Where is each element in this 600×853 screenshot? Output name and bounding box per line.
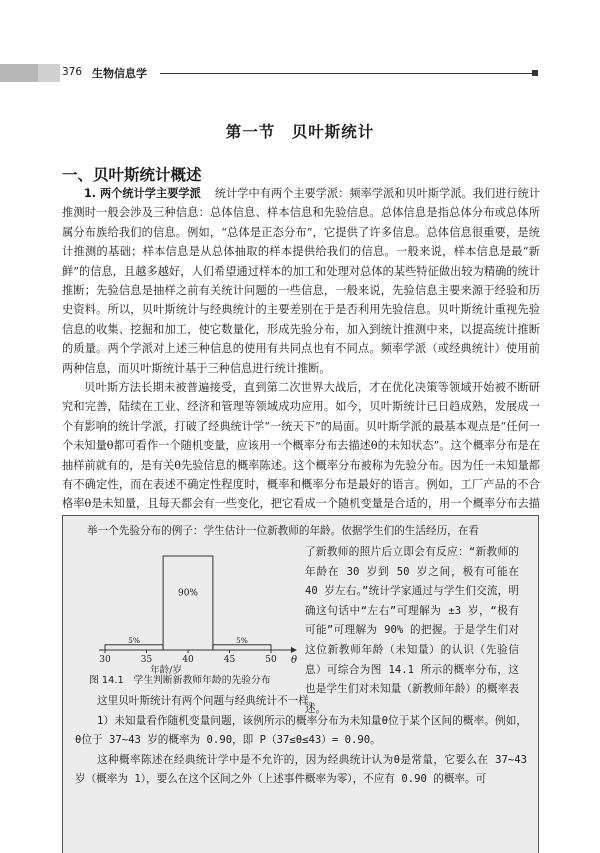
bar-label-1: 5%: [128, 635, 141, 645]
histogram-bar-2: [163, 556, 213, 650]
histogram-bar-3: [213, 645, 271, 650]
box-side-text: 了新教师的照片后立即会有反应：“新教师的年龄在 30 岁到 50 岁之间，极有可能在 40 岁左右。”统计学家通过与学生们交流，明确这句话中“左右”可理解为 ±3 岁，“极有可能”可理解为 90% 的把握。于是学生们对这位新教师年龄（未知量）的认识（先验信息）可综合为图 14.1 所示的概率分布，这也是学生们对未知量（新教师年龄）的概率表述。: [305, 546, 519, 715]
header-rule: [160, 73, 532, 74]
x-tick-label-5: 50: [265, 655, 277, 665]
bar-label-3: 5%: [235, 635, 248, 645]
header-square-mark: [532, 70, 538, 76]
box-bottom-text: [75, 692, 527, 790]
header-gray-bar-light: [38, 64, 60, 82]
box-bottom-line-2: 1）未知量看作随机变量问题，该例所示的概率分布为未知量θ位于某个区间的概率。例如，θ位于 37~43 岁的概率为 0.90，即 P（37≤θ≤43）= 0.90。: [75, 714, 527, 747]
book-title: 生物信息学: [92, 67, 147, 80]
histogram-bar-1: [105, 645, 163, 650]
box-intro-text: 举一个先验分布的例子：学生估计一位新教师的年龄。依据学生们的生活经历，在看: [87, 525, 479, 537]
prior-distribution-chart: [91, 546, 301, 676]
heading: 一、贝叶斯统计概述: [62, 166, 202, 184]
x-tick-label-4: 45: [223, 655, 236, 665]
x-tick-label-1: 30: [99, 655, 111, 665]
box-bottom-line-1: 这里贝叶斯统计有两个问题与经典统计不一样。: [97, 695, 320, 707]
bar-label-2: 90%: [177, 588, 199, 599]
page-number: 376: [62, 66, 83, 78]
paragraph-1: [62, 184, 540, 378]
example-box: [62, 515, 539, 853]
paragraph-2-text: 贝叶斯方法长期未被普遍接受，直到第二次世界大战后，才在优化决策等领域开始被不断研究和完善，陆续在工业、经济和管理等领域成功应用。如今，贝叶斯统计已日趋成熟，发展成一个有影响的统计学派，打破了经典统计学“一统天下”的局面。贝叶斯学派的最基本观点是“任何一个未知量θ都可看作一个随机变量，应该用一个概率分布去描述θ的未知状态”。这个概率分布是在抽样前就有的，是有关θ先验信息的概率陈述。这个概率分布被称为先验分布。因为任一未知量都有不确定性，而在表述不确定性程度时，概率和概率分布是最好的语言。例如，工厂产品的不合格率θ是未知量，且每天都会有一些变化，把它看成一个随机变量是合适的，用一个概率分布去描: [62, 381, 540, 511]
box-bottom-line-3: 这种概率陈述在经典统计学中是不允许的，因为经典统计认为θ是常量，它要么在 37~43 岁（概率为 1），要么在这个区间之外（上述事件概率为零），不应有 0.90 的概率。可: [75, 753, 527, 786]
x-axis-symbol: θ: [290, 655, 298, 666]
x-axis-arrow: [291, 647, 297, 653]
paragraph-1-lead: 1. 两个统计学主要学派: [84, 187, 201, 200]
x-tick-label-3: 40: [182, 655, 194, 665]
figure-caption: 图 14.1 学生判断新教师年龄的先验分布: [89, 675, 271, 686]
section-title: 第一节 贝叶斯统计: [225, 122, 375, 141]
paragraph-1-text: 统计学中有两个主要学派：频率学派和贝叶斯学派。我们进行统计推测时一般会涉及三种信息：总体信息、样本信息和先验信息。总体信息是指总体分布或总体所属分布族给我们的信息。例如，“总体是正态分布”，它提供了许多信息。总体信息很重要，是统计推测的基础；样本信息是从总体抽取的样本提供给我们的信息。一般来说，样本信息是最“新鲜”的信息，且越多越好，人们希望通过样本的加工和处理对总体的某些特征做出较为精确的统计推断；先验信息是抽样之前有关统计问题的一些信息，一般来说，先验信息主要来源于经验和历史资料。所以，贝叶斯统计与经典统计的主要差别在于是否利用先验信息。贝叶斯统计重视先验信息的收集、挖掘和加工，使它数量化，形成先验分布，加入到统计推测中来，以提高统计推断的质量。两个学派对上述三种信息的使用有共同点也有不同点。频率学派（或经典统计）使用前两种信息，而贝叶斯统计基于三种信息进行统计推断。: [62, 187, 540, 375]
paragraph-2: [62, 378, 540, 533]
x-axis-label: 年龄/岁: [150, 665, 182, 676]
x-tick-label-2: 35: [140, 655, 153, 665]
